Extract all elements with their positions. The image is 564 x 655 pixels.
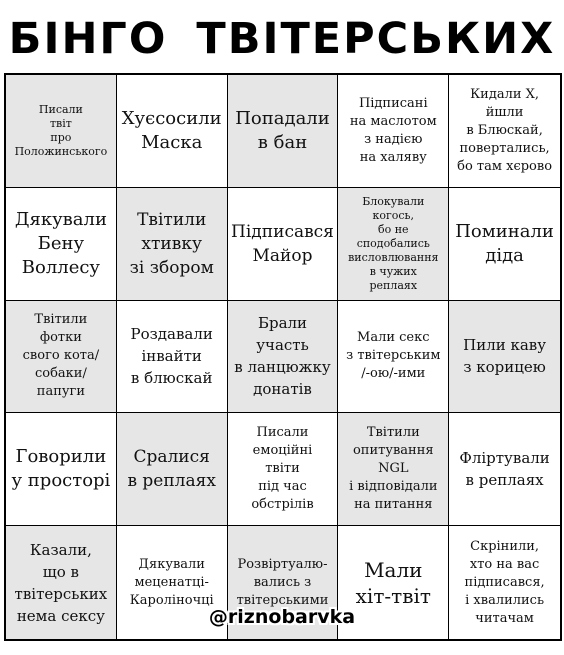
page-title: БІНГО ТВІТЕРСЬКИХ: [8, 14, 556, 64]
bingo-cell-text: Казали, що в твітерських нема сексу: [14, 540, 108, 625]
bingo-cell-text: Роздавали інвайти в блюскай: [130, 325, 213, 388]
bingo-cell[interactable]: [338, 188, 449, 301]
bingo-cell-text: Скрінили, хто на вас підписався, і хвалились читачам: [464, 538, 545, 626]
bingo-cell[interactable]: [228, 188, 339, 301]
bingo-cell[interactable]: [6, 301, 117, 414]
bingo-cell-text: Говорили у просторі: [11, 446, 111, 492]
bingo-cell[interactable]: [449, 413, 560, 526]
bingo-cell-text: Дякували Бену Воллесу: [14, 208, 107, 278]
bingo-cell-text: Кидали Х, йшли в Блюскай, повертались, бо там хєрово: [457, 86, 553, 174]
bingo-cell-text: Пили каву з корицею: [463, 336, 547, 377]
bingo-cell-text: Попадали в бан: [235, 107, 330, 153]
bingo-cell[interactable]: [117, 413, 228, 526]
bingo-cell-text: Мали секс з твітерським /-ою/-ими: [346, 330, 441, 382]
bingo-cell-text: Брали участь в ланцюжку донатів: [234, 314, 331, 399]
bingo-cell-text: Твітили хтивку зі збором: [129, 209, 214, 278]
bingo-cell[interactable]: [449, 188, 560, 301]
bingo-cell-text: Розвіртуалю- вались з твітерськими: [236, 556, 329, 608]
bingo-cell[interactable]: [228, 413, 339, 526]
bingo-cell-text: Твітили опитування NGL і відповідали на питання: [349, 425, 438, 513]
bingo-cell-text: Поминали діда: [455, 220, 554, 266]
bingo-cell-text: Підписався Майор: [231, 221, 334, 266]
bingo-cell[interactable]: [228, 75, 339, 188]
bingo-cell-text: Сралися в реплаях: [127, 447, 216, 492]
bingo-cell[interactable]: [6, 413, 117, 526]
bingo-cell-text: Блокували когось, бо не сподобались висловлювання в чужих реплаях: [348, 194, 439, 292]
bingo-cell[interactable]: [449, 301, 560, 414]
bingo-cell-text: Фліртували в реплаях: [459, 449, 550, 490]
bingo-cell[interactable]: [117, 188, 228, 301]
bingo-cell[interactable]: [228, 301, 339, 414]
bingo-cell[interactable]: [117, 301, 228, 414]
bingo-cell-text: Дякували меценатці- Каролінoчці: [129, 556, 214, 608]
bingo-cell[interactable]: [6, 75, 117, 188]
bingo-cell[interactable]: [117, 75, 228, 188]
bingo-cell-text: Писали твіт про Положинського: [14, 102, 108, 158]
bingo-cell-text: Мали хіт-твіт: [355, 557, 431, 608]
bingo-cell[interactable]: [338, 413, 449, 526]
bingo-cell[interactable]: [449, 75, 560, 188]
watermark: @riznobarvka: [208, 606, 356, 628]
bingo-cell[interactable]: [338, 301, 449, 414]
bingo-cell-text: Писали емоційні твіти під час обстрілів: [251, 425, 314, 513]
bingo-cell-text: Твітили фотки свого кота/ собаки/ папуги: [22, 312, 100, 400]
bingo-cell[interactable]: [338, 75, 449, 188]
bingo-cell-text: Підписані на маслотом з надією на халяву: [349, 95, 437, 165]
bingo-cell[interactable]: [6, 188, 117, 301]
bingo-grid: [4, 73, 562, 641]
bingo-cell-text: Хуєсосили Маска: [121, 107, 222, 153]
